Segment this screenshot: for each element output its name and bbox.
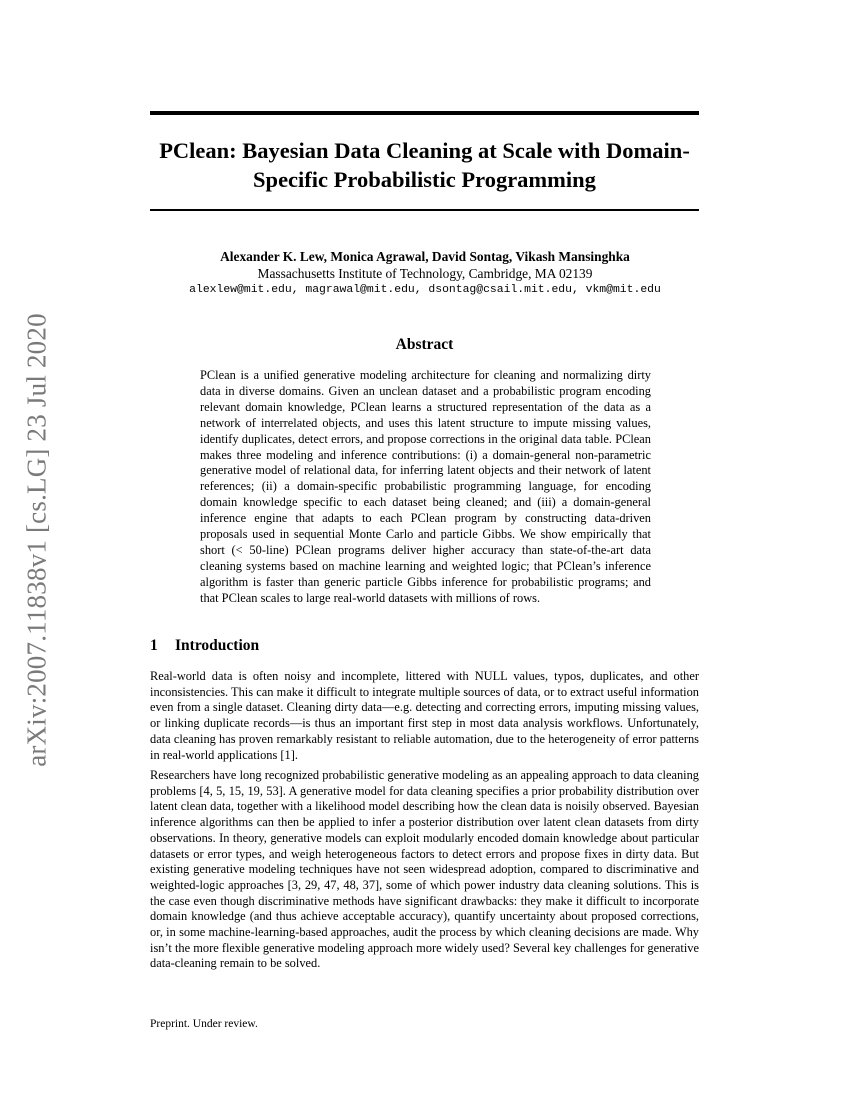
section-title: Introduction [175, 637, 260, 654]
section-number: 1 [150, 637, 158, 654]
paper-title: PClean: Bayesian Data Cleaning at Scale with Domain-Specific Probabilistic Programming [159, 138, 690, 192]
abstract-heading: Abstract [395, 336, 454, 353]
title-rule-bottom [150, 209, 699, 211]
section-heading [150, 636, 259, 656]
intro-paragraph-2: Researchers have long recognized probabilistic generative modeling as an appealing approach to data cleaning problems [4, 5, 15, 19, 53]. A generative model for data cleaning specifies a prior probability distribution over latent clean data, together with a likelihood model describing how the clean data is noisily observed. Bayesian inference algorithms can then be applied to infer a posterior distribution over latent clean datasets from dirty observations. In theory, generative models can exploit modularly encoded domain knowledge about particular datasets or error types, and weigh heterogeneous factors to detect errors and propose fixes in dirty data. But existing generative modeling techniques have not seen widespread adoption, compared to discriminative and weighted-logic approaches [3, 29, 47, 48, 37], some of which power industry data cleaning solutions. This is the case even though discriminative methods have significant drawbacks: they make it difficult to incorporate domain knowledge (and thus achieve acceptable accuracy), quantify uncertainty about proposed corrections, or, in some machine-learning-based approaches, audit the process by which cleaning decisions are made. Why isn’t the more flexible generative modeling approach more widely used? Several key challenges for generative data-cleaning remain to be solved. [150, 768, 699, 971]
title-rule-top [150, 111, 699, 115]
abstract-text: PClean is a unified generative modeling architecture for cleaning and normalizing dirty data in diverse domains. Given an unclean dataset and a probabilistic program encoding relevant domain knowledge, PClean learns a structured representation of the data as a network of interrelated objects, and uses this latent structure to impute missing values, identify duplicates, detect errors, and propose corrections in the original data table. PClean makes three modeling and inference contributions: (i) a domain-general non-parametric generative model of relational data, for inferring latent objects and their network of latent references; (ii) a domain-specific probabilistic programming language, for encoding domain knowledge specific to each dataset being cleaned; and (iii) a domain-general inference engine that adapts to each PClean program by constructing data-driven proposals used in sequential Monte Carlo and particle Gibbs. We show empirically that short (< 50-line) PClean programs deliver higher accuracy than state-of-the-art data cleaning systems based on machine learning and weighted logic; that PClean’s inference algorithm is faster than generic particle Gibbs inference for probabilistic programs; and that PClean scales to large real-world datasets with millions of rows. [200, 368, 651, 605]
footer-note: Preprint. Under review. [150, 1018, 258, 1030]
intro-paragraph-1: Real-world data is often noisy and incomplete, littered with NULL values, typos, duplicates, and other inconsistencies. This can make it difficult to integrate multiple sources of data, or to extract useful information even from a single dataset. Cleaning dirty data—e.g. detecting and correcting errors, imputing missing values, or linking duplicate records—is thus an important first step in most data analysis workflows. Unfortunately, data cleaning has proven remarkably resistant to reliable automation, due to the heterogeneity of error patterns in real-world applications [1]. [150, 669, 699, 762]
author-emails: alexlew@mit.edu, magrawal@mit.edu, dsontag@csail.mit.edu, vkm@mit.edu [189, 284, 661, 296]
affiliation: Massachusetts Institute of Technology, Cambridge, MA 02139 [257, 265, 593, 281]
arxiv-stamp: arXiv:2007.11838v1 [cs.LG] 23 Jul 2020 [21, 313, 52, 767]
author-block [130, 249, 720, 299]
author-names: Alexander K. Lew, Monica Agrawal, David Sontag, Vikash Mansinghka [220, 249, 630, 264]
